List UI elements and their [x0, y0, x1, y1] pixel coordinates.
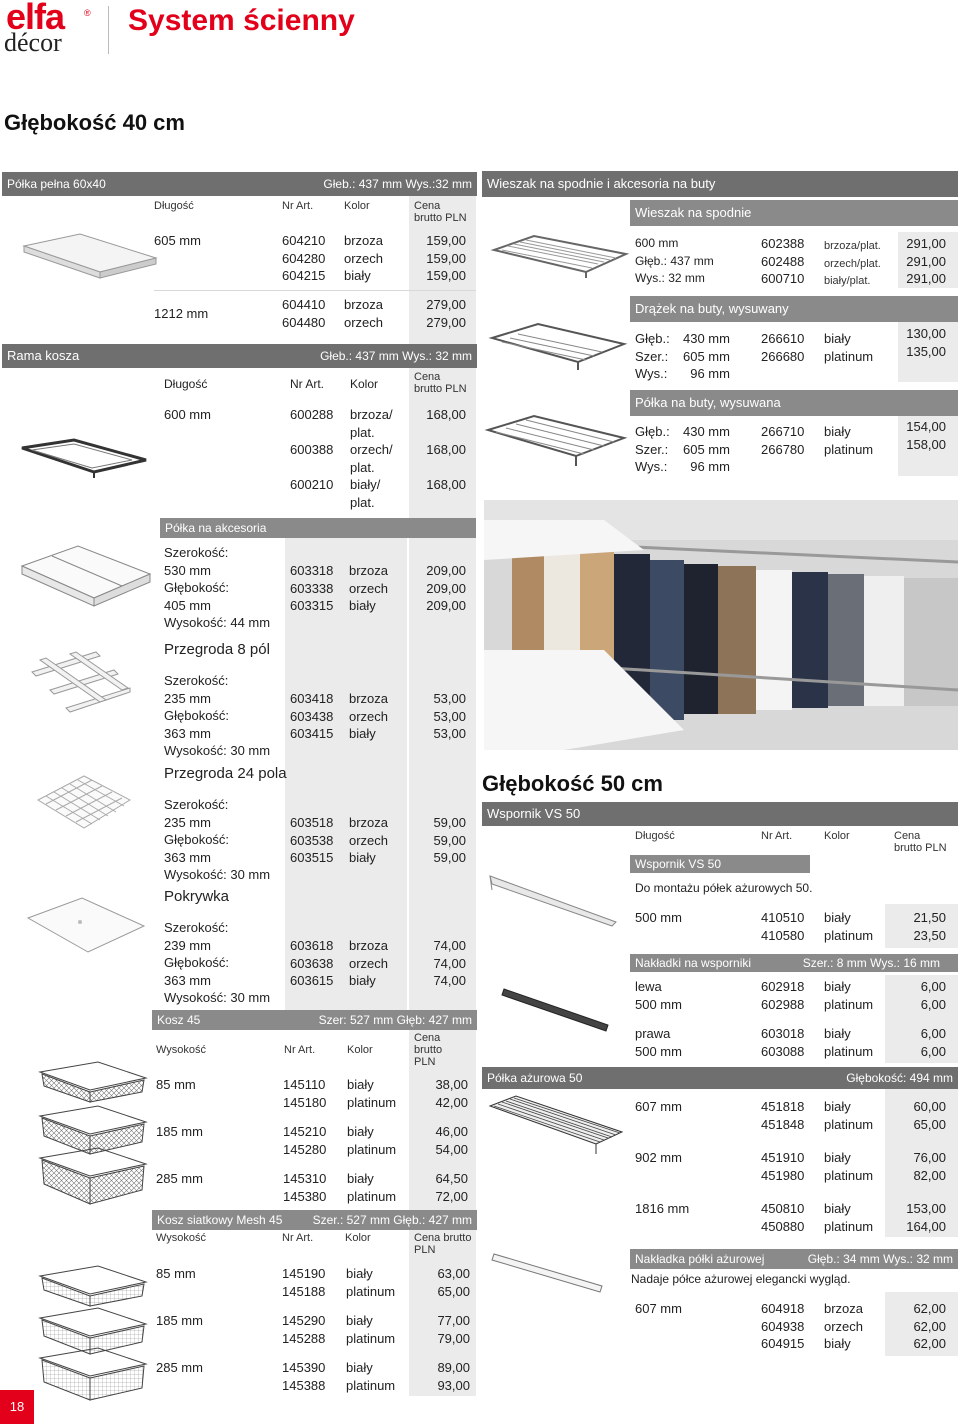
- polka-pelna-len-1: 605 mm: [154, 233, 201, 248]
- polka-pelna-len-2: 1212 mm: [154, 306, 209, 321]
- mesh45-arts-2: 145290 145288: [282, 1313, 326, 1346]
- polka-pelna-prices-2: 279,00 279,00: [426, 297, 466, 330]
- subheader-nakladki: Nakładki na wsporniki Szer.: 8 mm Wys.: 16 mm: [630, 954, 958, 972]
- col-head-length: Długość: [635, 830, 675, 842]
- polka-azurowa-prices-3: 153,00 164,00: [906, 1201, 946, 1234]
- kosz45-image: [34, 1058, 150, 1208]
- col-head-art: Nr Art.: [761, 830, 793, 842]
- polka-pelna-prices-1: 159,00 159,00 159,00: [426, 233, 466, 283]
- nakladki-arts-2: 603018 603088: [761, 1026, 805, 1059]
- przegroda24-image: [34, 770, 134, 840]
- wspornik-note: Do montażu półek ażurowych 50.: [635, 881, 813, 895]
- polka-azurowa-arts-1: 451818 451848: [761, 1099, 805, 1132]
- mesh45-h-2: 185 mm: [156, 1313, 203, 1328]
- col-head-height: Wysokość: [156, 1044, 207, 1056]
- wspornik-arts: 410510 410580: [761, 910, 805, 943]
- mesh45-colors-3: biały platinum: [346, 1360, 396, 1393]
- page-number: 18: [9, 1399, 25, 1414]
- kosz45-arts-2: 145210 145280: [283, 1124, 327, 1157]
- drazek-labels: Głęb.: Szer.: Wys.:: [635, 331, 670, 381]
- mesh45-h-1: 85 mm: [156, 1266, 196, 1281]
- wieszak-arts: 602388 602488 600710: [761, 236, 805, 286]
- przegroda8-image: [30, 650, 134, 714]
- col-head-price: Cena brutto PLN: [894, 830, 947, 854]
- trousers-rack-photo: [484, 500, 958, 750]
- przegroda24-dims: Szerokość: 235 mm Głębokość: 363 mm Wysokość: 30 mm: [164, 797, 271, 882]
- drazek-vals: 430 mm 605 mm 96 mm: [683, 331, 730, 381]
- subheader-drazek: Drążek na buty, wysuwany: [630, 296, 958, 322]
- nakladki-prices-1: 6,00 6,00: [920, 979, 946, 1012]
- section-header-wieszak: Wieszak na spodnie i akcesoria na buty: [482, 171, 958, 197]
- przegroda24-title: Przegroda 24 pola: [164, 765, 287, 782]
- przegroda8-dims: Szerokość: 235 mm Głębokość: 363 mm Wysokość: 30 mm: [164, 673, 271, 758]
- drazek-image: [488, 320, 628, 372]
- col-head-price: Cena brutto PLN: [414, 371, 467, 395]
- subheader-nakladka-polki: Nakładka półki ażurowej Głęb.: 34 mm Wys.: 32 mm: [630, 1249, 958, 1269]
- wspornik-image: [486, 870, 622, 930]
- rama-kosza-len: 600 mm: [164, 407, 211, 422]
- kosz45-prices-1: 38,00 42,00: [435, 1077, 468, 1110]
- section-heading-50: Głębokość 50 cm: [482, 771, 663, 796]
- przegroda24-prices: 59,00 59,00 59,00: [433, 815, 466, 865]
- nakladki-colors-1: biały platinum: [824, 979, 874, 1012]
- polka-pelna-arts-1: 604210 604280 604215: [282, 233, 326, 283]
- section-header-polka-akcesoria: Półka na akcesoria: [160, 518, 476, 538]
- pokrywka-title: Pokrywka: [164, 888, 230, 905]
- polka-azurowa-colors-1: biały platinum: [824, 1099, 874, 1132]
- kosz45-h-3: 285 mm: [156, 1171, 203, 1186]
- col-head-price: Cena brutto PLN: [414, 1032, 443, 1068]
- col-head-art: Nr Art.: [284, 1044, 316, 1056]
- polka-azurowa-colors-2: biały platinum: [824, 1150, 874, 1183]
- mesh45-colors-2: biały platinum: [346, 1313, 396, 1346]
- col-head-color: Kolor: [345, 1232, 371, 1244]
- drazek-prices: 130,00 135,00: [906, 326, 946, 359]
- przegroda24-arts: 603518 603538 603515: [290, 815, 334, 865]
- rama-kosza-arts: 600288 600388 600210: [290, 407, 334, 492]
- kosz45-colors-1: biały platinum: [347, 1077, 397, 1110]
- col-head-art: Nr Art.: [290, 377, 325, 391]
- pokrywka-prices: 74,00 74,00 74,00: [433, 938, 466, 988]
- polka-akcesoria-dims: Szerokość: 530 mm Głębokość: 405 mm Wysokość: 44 mm: [164, 545, 271, 630]
- polka-azurowa-arts-3: 450810 450880: [761, 1201, 805, 1234]
- logo-elfa: elfa: [6, 0, 65, 37]
- drazek-colors: biały platinum: [824, 331, 874, 364]
- section-header-rama-kosza: Rama kosza Głeb.: 437 mm Wys.: 32 mm: [2, 344, 477, 368]
- mesh45-prices-2: 77,00 79,00: [437, 1313, 470, 1346]
- brand-logo: [4, 0, 96, 60]
- nakladka-polki-prices: 62,00 62,00 62,00: [913, 1301, 946, 1351]
- pokrywka-arts: 603618 603638 603615: [290, 938, 334, 988]
- col-head-art: Nr Art.: [282, 1232, 314, 1244]
- polka-pelna-colors-1: brzoza orzech biały: [344, 233, 384, 283]
- pokrywka-colors: brzoza orzech biały: [349, 938, 389, 988]
- polka-azurowa-len-2: 902 mm: [635, 1150, 682, 1165]
- kosz45-arts-3: 145310 145380: [283, 1171, 327, 1204]
- page-number-badge: [0, 1390, 34, 1424]
- polka-azurowa-colors-3: biały platinum: [824, 1201, 874, 1234]
- przegroda24-colors: brzoza orzech biały: [349, 815, 389, 865]
- col-head-price: Cena brutto PLN: [414, 1232, 472, 1256]
- wspornik-colors: biały platinum: [824, 910, 874, 943]
- polka-pelna-image: [20, 232, 160, 282]
- section-header-kosz45: Kosz 45 Szer: 527 mm Głęb: 427 mm: [152, 1010, 477, 1030]
- polka-azurowa-prices-2: 76,00 82,00: [913, 1150, 946, 1183]
- nakladki-prices-2: 6,00 6,00: [920, 1026, 946, 1059]
- section-header-polka-pelna: Półka pełna 60x40 Głeb.: 437 mm Wys.:32 mm: [2, 172, 477, 196]
- col-head-art: Nr Art.: [282, 200, 314, 212]
- nakladka-polki-arts: 604918 604938 604915: [761, 1301, 805, 1351]
- row-rule: [154, 290, 476, 291]
- nakladki-colors-2: biały platinum: [824, 1026, 874, 1059]
- col-head-length: Długość: [154, 200, 194, 212]
- rama-kosza-image: [18, 438, 150, 482]
- polka-buty-colors: biały platinum: [824, 424, 874, 457]
- wieszak-prices: 291,00 291,00 291,00: [906, 236, 946, 286]
- polka-akcesoria-colors: brzoza orzech biały: [349, 563, 389, 613]
- logo-decor: décor: [4, 28, 62, 57]
- polka-azurowa-image: [486, 1092, 626, 1162]
- section-header-wspornik: Wspornik VS 50: [482, 802, 958, 826]
- polka-azurowa-len-3: 1816 mm: [635, 1201, 690, 1216]
- logo-reg: ®: [84, 8, 91, 18]
- mesh45-h-3: 285 mm: [156, 1360, 203, 1375]
- mesh45-arts-1: 145190 145188: [282, 1266, 326, 1299]
- col-head-color: Kolor: [350, 377, 379, 391]
- kosz45-arts-1: 145110 145180: [283, 1077, 327, 1110]
- mesh45-prices-1: 63,00 65,00: [437, 1266, 470, 1299]
- nakladki-len-2: prawa 500 mm: [635, 1026, 682, 1059]
- col-head-height: Wysokość: [156, 1232, 207, 1244]
- wieszak-dims: 600 mm Głęb.: 437 mm Wys.: 32 mm: [635, 236, 714, 285]
- kosz45-colors-3: biały platinum: [347, 1171, 397, 1204]
- col-head-color: Kolor: [344, 200, 370, 212]
- col-head-color: Kolor: [347, 1044, 373, 1056]
- col-head-price: Cena brutto PLN: [414, 200, 467, 224]
- nakladki-image: [500, 985, 612, 1035]
- nakladka-polki-colors: brzoza orzech biały: [824, 1301, 864, 1351]
- polka-buty-prices: 154,00 158,00: [906, 419, 946, 452]
- section-header-polka-azurowa: Półka ażurowa 50 Głębokość: 494 mm: [482, 1067, 958, 1089]
- przegroda8-prices: 53,00 53,00 53,00: [433, 691, 466, 741]
- kosz45-colors-2: biały platinum: [347, 1124, 397, 1157]
- nakladka-polki-len: 607 mm: [635, 1301, 682, 1316]
- drazek-arts: 266610 266680: [761, 331, 805, 364]
- polka-buty-labels: Głęb.: Szer.: Wys.:: [635, 424, 670, 474]
- mesh45-prices-3: 89,00 93,00: [437, 1360, 470, 1393]
- header-divider: [108, 6, 109, 54]
- przegroda8-title: Przegroda 8 pól: [164, 641, 270, 658]
- subheader-wieszak-spodnie: Wieszak na spodnie: [630, 200, 958, 226]
- wieszak-image: [490, 232, 630, 280]
- polka-azurowa-len-1: 607 mm: [635, 1099, 682, 1114]
- mesh45-colors-1: biały platinum: [346, 1266, 396, 1299]
- pokrywka-dims: Szerokość: 239 mm Głębokość: 363 mm Wysokość: 30 mm: [164, 920, 271, 1005]
- kosz45-h-2: 185 mm: [156, 1124, 203, 1139]
- przegroda8-arts: 603418 603438 603415: [290, 691, 334, 741]
- col-head-length: Długość: [164, 377, 208, 391]
- polka-akcesoria-image: [18, 540, 154, 610]
- wspornik-prices: 21,50 23,50: [913, 910, 946, 943]
- kosz45-h-1: 85 mm: [156, 1077, 196, 1092]
- polka-akcesoria-prices: 209,00 209,00 209,00: [426, 563, 466, 613]
- wieszak-colors: brzoza/plat. orzech/plat. biały/plat.: [824, 240, 881, 287]
- rama-kosza-colors: brzoza/ plat. orzech/ plat. biały/ plat.: [350, 407, 393, 510]
- subheader-polka-buty: Półka na buty, wysuwana: [630, 390, 958, 416]
- subheader-wspornik: Wspornik VS 50: [630, 855, 810, 873]
- kosz45-prices-3: 64,50 72,00: [435, 1171, 468, 1204]
- polka-buty-vals: 430 mm 605 mm 96 mm: [683, 424, 730, 474]
- page-title: System ścienny: [128, 4, 355, 37]
- rama-kosza-prices: 168,00 168,00 168,00: [426, 407, 466, 492]
- polka-buty-image: [484, 410, 630, 470]
- polka-pelna-colors-2: brzoza orzech: [344, 297, 384, 330]
- col-head-color: Kolor: [824, 830, 850, 842]
- nakladka-polki-image: [490, 1250, 606, 1298]
- polka-pelna-arts-2: 604410 604480: [282, 297, 326, 330]
- polka-buty-arts: 266710 266780: [761, 424, 805, 457]
- pokrywka-image: [24, 896, 148, 960]
- polka-azurowa-arts-2: 451910 451980: [761, 1150, 805, 1183]
- mesh45-arts-3: 145390 145388: [282, 1360, 326, 1393]
- nakladka-polki-note: Nadaje półce ażurowej elegancki wygląd.: [631, 1272, 851, 1286]
- section-header-mesh45: Kosz siatkowy Mesh 45 Szer.: 527 mm Głęb.: 427 mm: [152, 1210, 477, 1230]
- wspornik-len: 500 mm: [635, 910, 682, 925]
- polka-azurowa-prices-1: 60,00 65,00: [913, 1099, 946, 1132]
- nakladki-arts-1: 602918 602988: [761, 979, 805, 1012]
- polka-akcesoria-arts: 603318 603338 603315: [290, 563, 334, 613]
- przegroda8-colors: brzoza orzech biały: [349, 691, 389, 741]
- mesh45-image: [34, 1262, 150, 1404]
- nakladki-len-1: lewa 500 mm: [635, 979, 682, 1012]
- section-heading-40: Głębokość 40 cm: [4, 110, 185, 135]
- kosz45-prices-2: 46,00 54,00: [435, 1124, 468, 1157]
